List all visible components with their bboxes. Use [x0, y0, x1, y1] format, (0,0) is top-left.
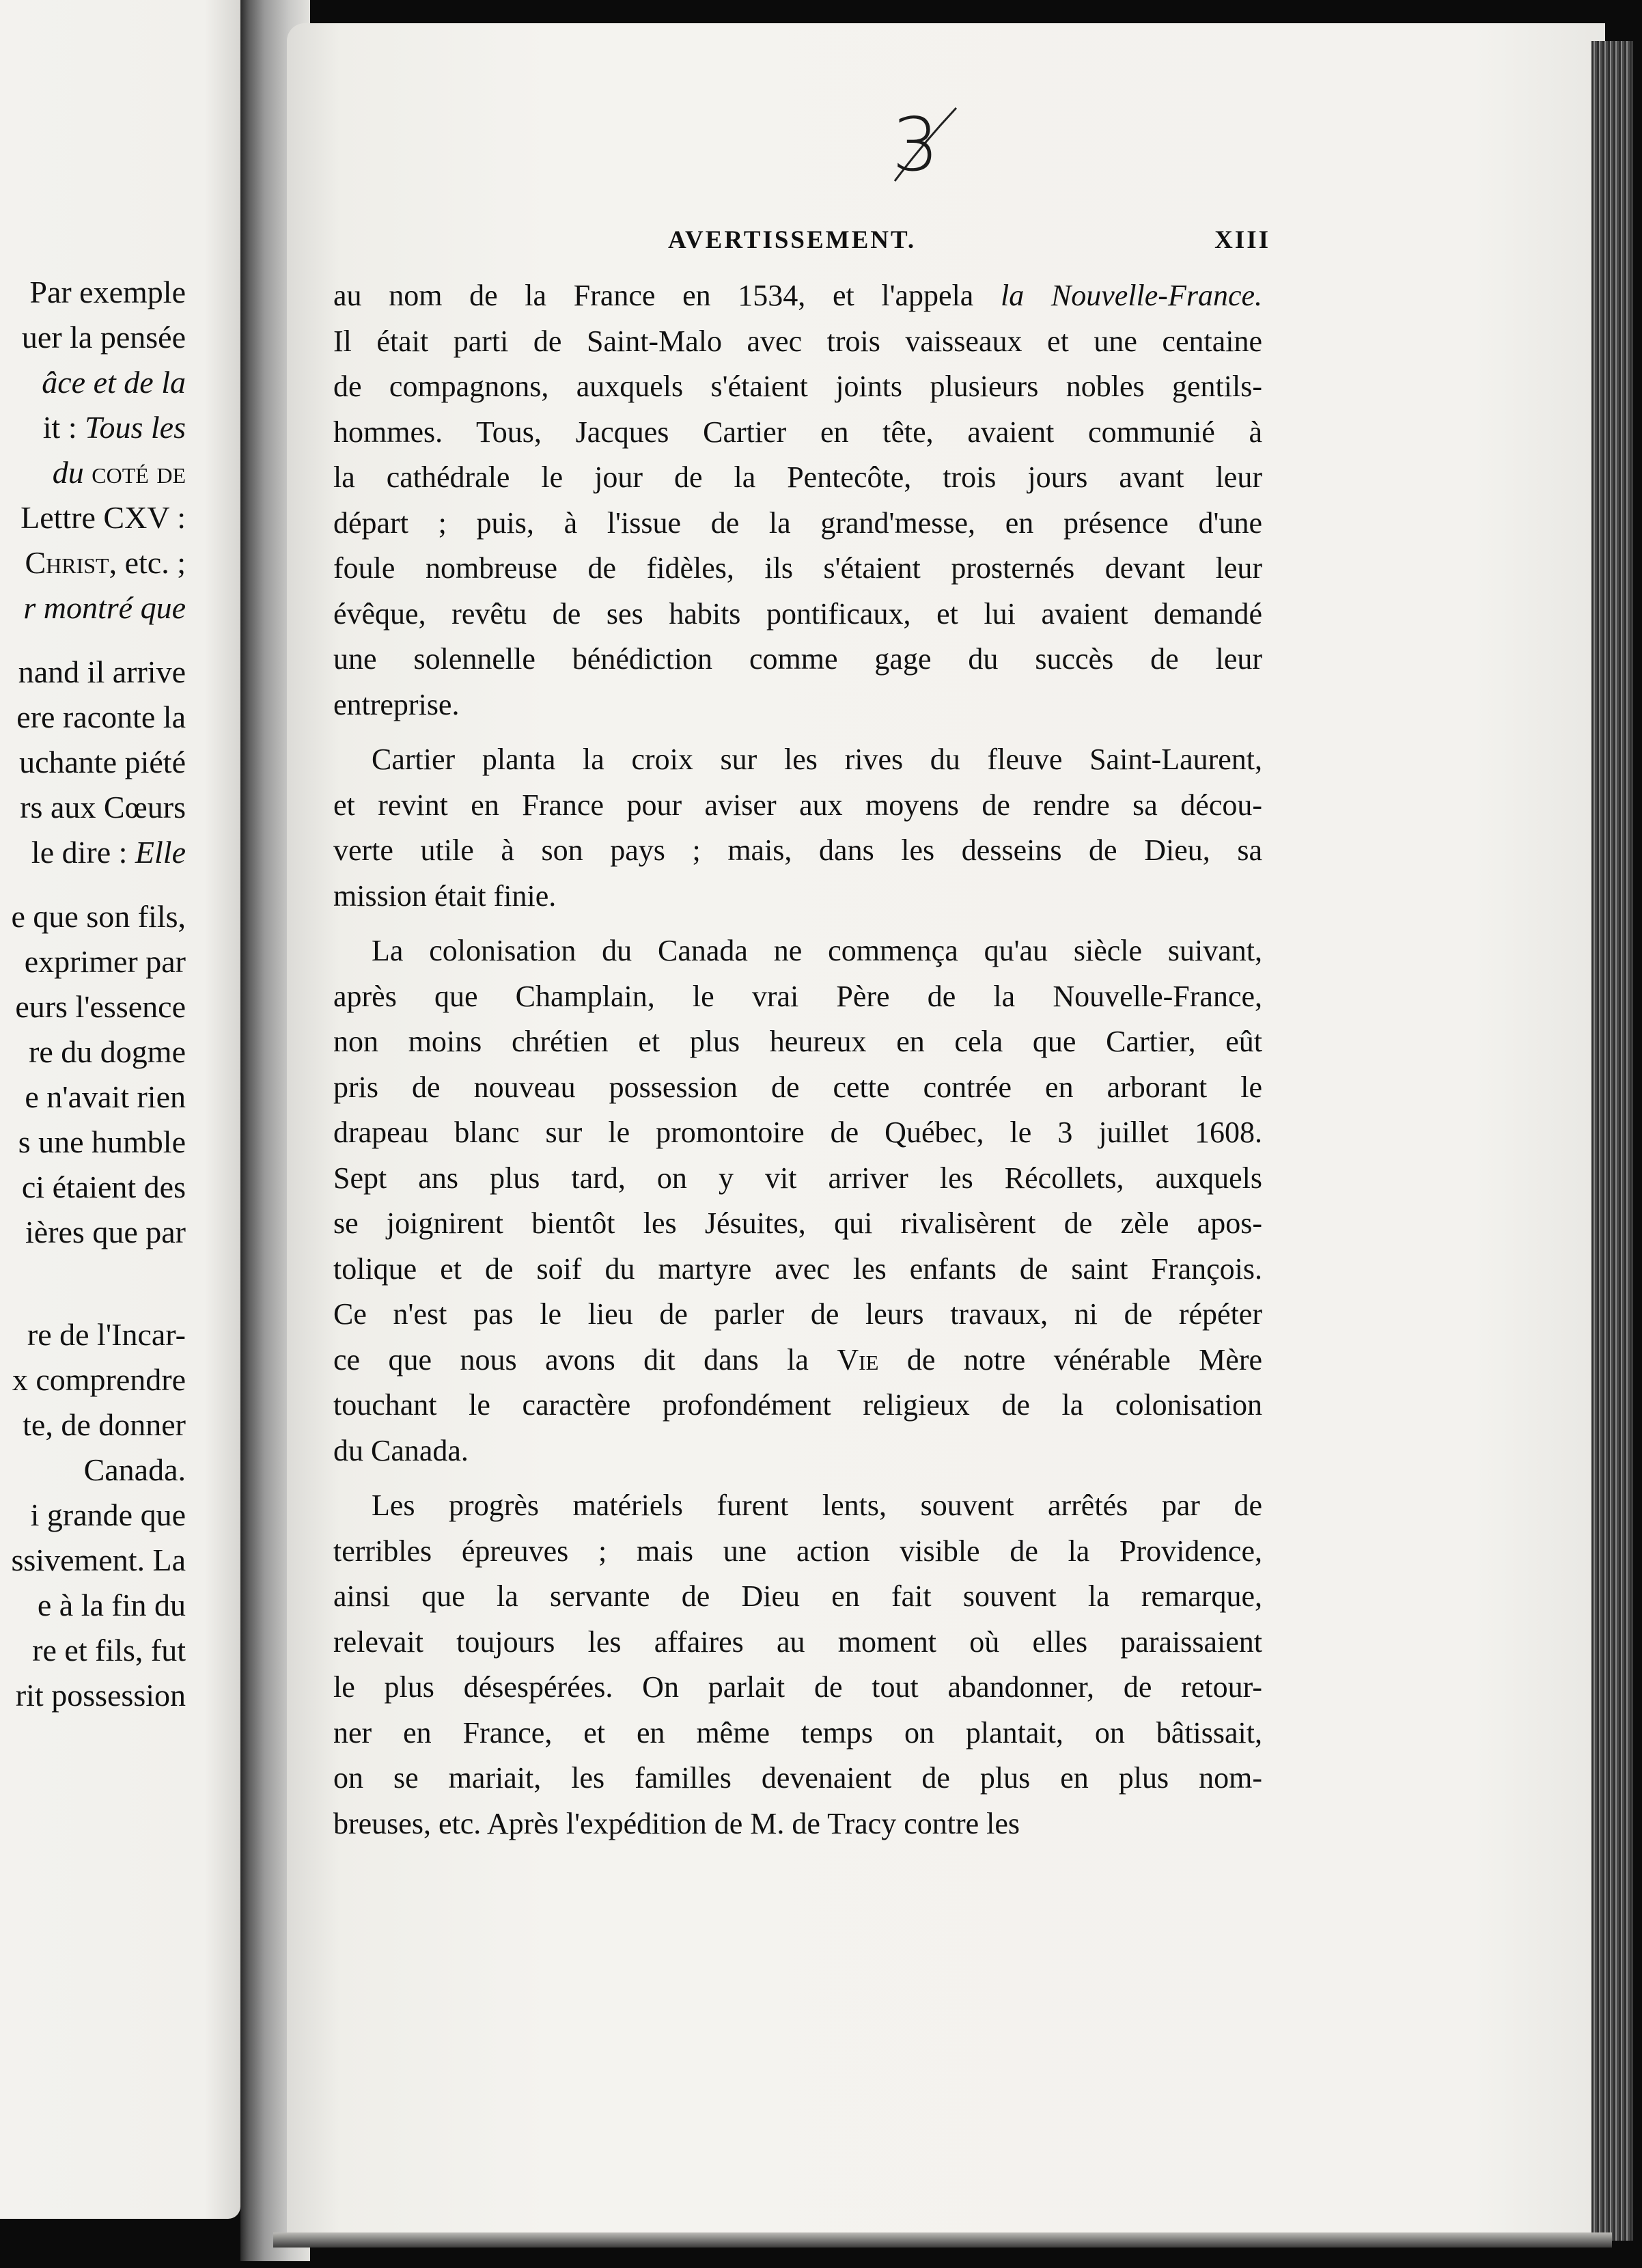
- left-page-blank: [0, 1255, 186, 1274]
- text-line: [333, 1292, 1262, 1338]
- text-line: [333, 1428, 1262, 1474]
- text-line: [333, 1201, 1262, 1247]
- left-page-line: [0, 495, 186, 540]
- text-run: Lettre CXV :: [20, 500, 186, 535]
- text-line: [333, 637, 1262, 682]
- text-run: relevait toujours les affaires au moment où elles paraissaient: [333, 1624, 1262, 1659]
- text-run: de compagnons, auxquels s'étaient joints plusieurs nobles gentils-: [333, 370, 1262, 403]
- left-page-line: [0, 1312, 186, 1357]
- text-run: Les progrès matériels furent lents, souvent arrêtés par de: [372, 1489, 1262, 1522]
- text-run: ner en France, et en même temps on plantait, on bâtissait,: [333, 1715, 1262, 1750]
- left-page-line: [0, 1673, 186, 1718]
- text-run: du: [52, 455, 84, 490]
- text-run: foule nombreuse de fidèles, ils s'étaient prosternés devant leur: [333, 551, 1262, 585]
- text-run: après que Champlain, le vrai Père de la Nouvelle-France,: [333, 979, 1262, 1013]
- text-run: it :: [42, 410, 85, 445]
- text-run: exprimer par: [24, 944, 186, 979]
- text-line: [333, 1756, 1262, 1801]
- paragraph: [333, 928, 1262, 1474]
- text-run: Sept ans plus tard, on y vit arriver les Récollets, auxquels: [333, 1161, 1262, 1195]
- text-line: [333, 1247, 1262, 1292]
- text-line: [333, 1620, 1262, 1665]
- text-run: e à la fin du: [37, 1588, 186, 1622]
- text-line: [333, 455, 1262, 501]
- left-page-line: [0, 1628, 186, 1673]
- paragraph: [333, 1483, 1262, 1847]
- text-run: e n'avait rien: [25, 1079, 186, 1114]
- left-page-line: [0, 405, 186, 450]
- left-page-line: [0, 360, 186, 405]
- text-line: [333, 1156, 1262, 1202]
- text-run: ci étaient des: [21, 1170, 186, 1204]
- left-page-line: [0, 1583, 186, 1628]
- left-page-line: [0, 315, 186, 360]
- paragraph-spacer: [333, 919, 1262, 928]
- text-run: Cartier planta la croix sur les rives du fleuve Saint-Laurent,: [372, 743, 1262, 776]
- text-run: Tous les: [85, 410, 186, 445]
- text-run: la cathédrale le jour de la Pentecôte, trois jours avant leur: [333, 460, 1262, 494]
- text-run: uer la pensée: [21, 320, 186, 355]
- text-line: [333, 1711, 1262, 1756]
- left-page-blank: [0, 1293, 186, 1312]
- left-page-line: [0, 270, 186, 315]
- text-run: i grande que: [30, 1497, 186, 1532]
- text-line: [333, 592, 1262, 637]
- left-page-line: [0, 1075, 186, 1120]
- paragraph: [333, 273, 1262, 728]
- page-fore-edge: [1591, 41, 1632, 2241]
- text-run: ssivement. La: [11, 1543, 186, 1577]
- text-line: [333, 682, 1262, 728]
- text-line: [333, 828, 1262, 874]
- text-run: Il était parti de Saint-Malo avec trois vaisseaux et une centaine: [333, 324, 1262, 358]
- left-page-line: [0, 1165, 186, 1210]
- left-page-blank: [0, 1274, 186, 1293]
- text-run: re du dogme: [29, 1034, 186, 1069]
- text-run: Par exemple: [29, 275, 186, 309]
- text-run: non moins chrétien et plus heureux en cela que Cartier, eût: [333, 1025, 1262, 1058]
- text-run: re et fils, fut: [32, 1633, 186, 1668]
- text-run: la Nouvelle-France.: [1001, 279, 1263, 312]
- text-line: [333, 1110, 1262, 1156]
- text-run: La colonisation du Canada ne commença qu'au siècle suivant,: [372, 934, 1262, 967]
- text-line: [333, 928, 1262, 974]
- text-run: rit possession: [15, 1678, 186, 1713]
- text-run: s une humble: [18, 1124, 186, 1159]
- text-run: mission était finie.: [333, 879, 557, 913]
- text-run: rs aux Cœurs: [20, 790, 186, 825]
- text-run: Elle: [135, 835, 186, 870]
- text-line: [333, 364, 1262, 410]
- text-line: [333, 1383, 1262, 1428]
- text-run: re de l'Incar-: [27, 1317, 186, 1352]
- left-page-line: [0, 650, 186, 695]
- text-run: hommes. Tous, Jacques Cartier en tête, avaient communié à: [333, 415, 1262, 449]
- text-run: du Canada.: [333, 1433, 469, 1467]
- text-run: ainsi que la servante de Dieu en fait souvent la remarque,: [333, 1579, 1262, 1613]
- handwritten-folio-number: 3: [892, 102, 939, 188]
- left-page-line: [0, 695, 186, 740]
- page-bottom-edge: [273, 2232, 1612, 2248]
- text-run: ières que par: [25, 1215, 186, 1249]
- text-run: drapeau blanc sur le promontoire de Québec, le 3 juillet 1608.: [333, 1116, 1262, 1149]
- left-page-line: [0, 1538, 186, 1583]
- left-page-line: [0, 540, 186, 585]
- left-page-line: [0, 894, 186, 939]
- text-run: terribles épreuves ; mais une action visible de la Providence,: [333, 1534, 1262, 1568]
- text-run: [84, 455, 92, 490]
- running-head-title: AVERTISSEMENT.: [668, 226, 917, 254]
- text-run: e que son fils,: [11, 899, 186, 934]
- text-line: [333, 501, 1262, 547]
- text-line: [333, 410, 1262, 456]
- text-line: [333, 319, 1262, 365]
- paragraph: [333, 737, 1262, 919]
- text-run: évêque, revêtu de ses habits pontificaux, et lui avaient demandé: [333, 596, 1262, 631]
- text-line: [333, 546, 1262, 592]
- text-run: se joignirent bientôt les Jésuites, qui rivalisèrent de zèle apos-: [333, 1206, 1262, 1240]
- text-run: au nom de la France en 1534, et l'appela: [333, 279, 1001, 312]
- left-page-line: [0, 939, 186, 984]
- text-run: te, de donner: [23, 1407, 186, 1442]
- left-page-blank: [0, 631, 186, 650]
- text-run: Christ: [25, 545, 109, 580]
- left-page-line: [0, 1493, 186, 1538]
- left-page-line: [0, 1402, 186, 1448]
- text-run: touchant le caractère profondément religieux de la colonisation: [333, 1388, 1262, 1422]
- left-page-text: [0, 270, 186, 1718]
- left-page-line: [0, 1448, 186, 1493]
- text-line: [333, 1801, 1262, 1847]
- text-run: on se mariait, les familles devenaient de plus en plus nom-: [333, 1761, 1262, 1795]
- text-run: Ce n'est pas le lieu de parler de leurs travaux, ni de répéter: [333, 1297, 1262, 1331]
- text-run: le dire :: [31, 835, 135, 870]
- left-page-line: [0, 785, 186, 830]
- text-run: entreprise.: [333, 687, 460, 721]
- text-run: et revint en France pour aviser aux moyens de rendre sa décou-: [333, 788, 1262, 822]
- paragraph-spacer: [333, 728, 1262, 737]
- text-line: [333, 273, 1262, 319]
- text-line: [333, 783, 1262, 829]
- text-line: [333, 1019, 1262, 1065]
- running-head: [668, 225, 1270, 266]
- text-line: [333, 974, 1262, 1020]
- text-run: départ ; puis, à l'issue de la grand'messe, en présence d'une: [333, 506, 1262, 540]
- text-run: une solennelle bénédiction comme gage du succès de leur: [333, 642, 1262, 676]
- paragraph-spacer: [333, 1474, 1262, 1483]
- text-line: [333, 1574, 1262, 1620]
- left-page-line: [0, 1120, 186, 1165]
- text-run: de notre vénérable Mère: [878, 1342, 1263, 1377]
- text-run: ere raconte la: [16, 700, 186, 734]
- text-line: [333, 737, 1262, 783]
- text-run: breuses, etc. Après l'expédition de M. de Tracy contre les: [333, 1806, 1020, 1840]
- text-line: [333, 1483, 1262, 1529]
- left-page-line: [0, 740, 186, 785]
- text-run: , etc. ;: [109, 545, 186, 580]
- text-run: tolique et de soif du martyre avec les enfants de saint François.: [333, 1251, 1262, 1286]
- text-line: [333, 1529, 1262, 1575]
- text-line: [333, 874, 1262, 919]
- text-run: verte utile à son pays ; mais, dans les desseins de Dieu, sa: [333, 833, 1262, 867]
- text-run: Vie: [837, 1342, 879, 1377]
- text-run: coté de: [92, 455, 186, 490]
- text-run: âce et de la: [42, 365, 186, 400]
- text-run: Canada.: [83, 1452, 186, 1487]
- left-page-line: [0, 1357, 186, 1402]
- text-run: eurs l'essence: [15, 989, 186, 1024]
- left-page-line: [0, 585, 186, 631]
- left-page-line: [0, 450, 186, 495]
- text-run: le plus désespérées. On parlait de tout abandonner, de retour-: [333, 1670, 1262, 1704]
- left-page-line: [0, 1210, 186, 1255]
- text-run: uchante piété: [19, 745, 186, 779]
- text-run: r montré que: [23, 590, 186, 625]
- text-line: [333, 1665, 1262, 1711]
- left-page-line: [0, 984, 186, 1029]
- left-page-line: [0, 1029, 186, 1075]
- left-page-blank: [0, 875, 186, 894]
- text-run: ce que nous avons dit dans la: [333, 1342, 837, 1377]
- text-line: [333, 1338, 1262, 1383]
- text-run: x comprendre: [12, 1362, 186, 1397]
- folio-number: XIII: [1214, 226, 1270, 254]
- text-run: nand il arrive: [18, 654, 186, 689]
- left-page-line: [0, 830, 186, 875]
- body-text: [333, 273, 1262, 1847]
- text-line: [333, 1065, 1262, 1111]
- text-run: pris de nouveau possession de cette contrée en arborant le: [333, 1070, 1262, 1104]
